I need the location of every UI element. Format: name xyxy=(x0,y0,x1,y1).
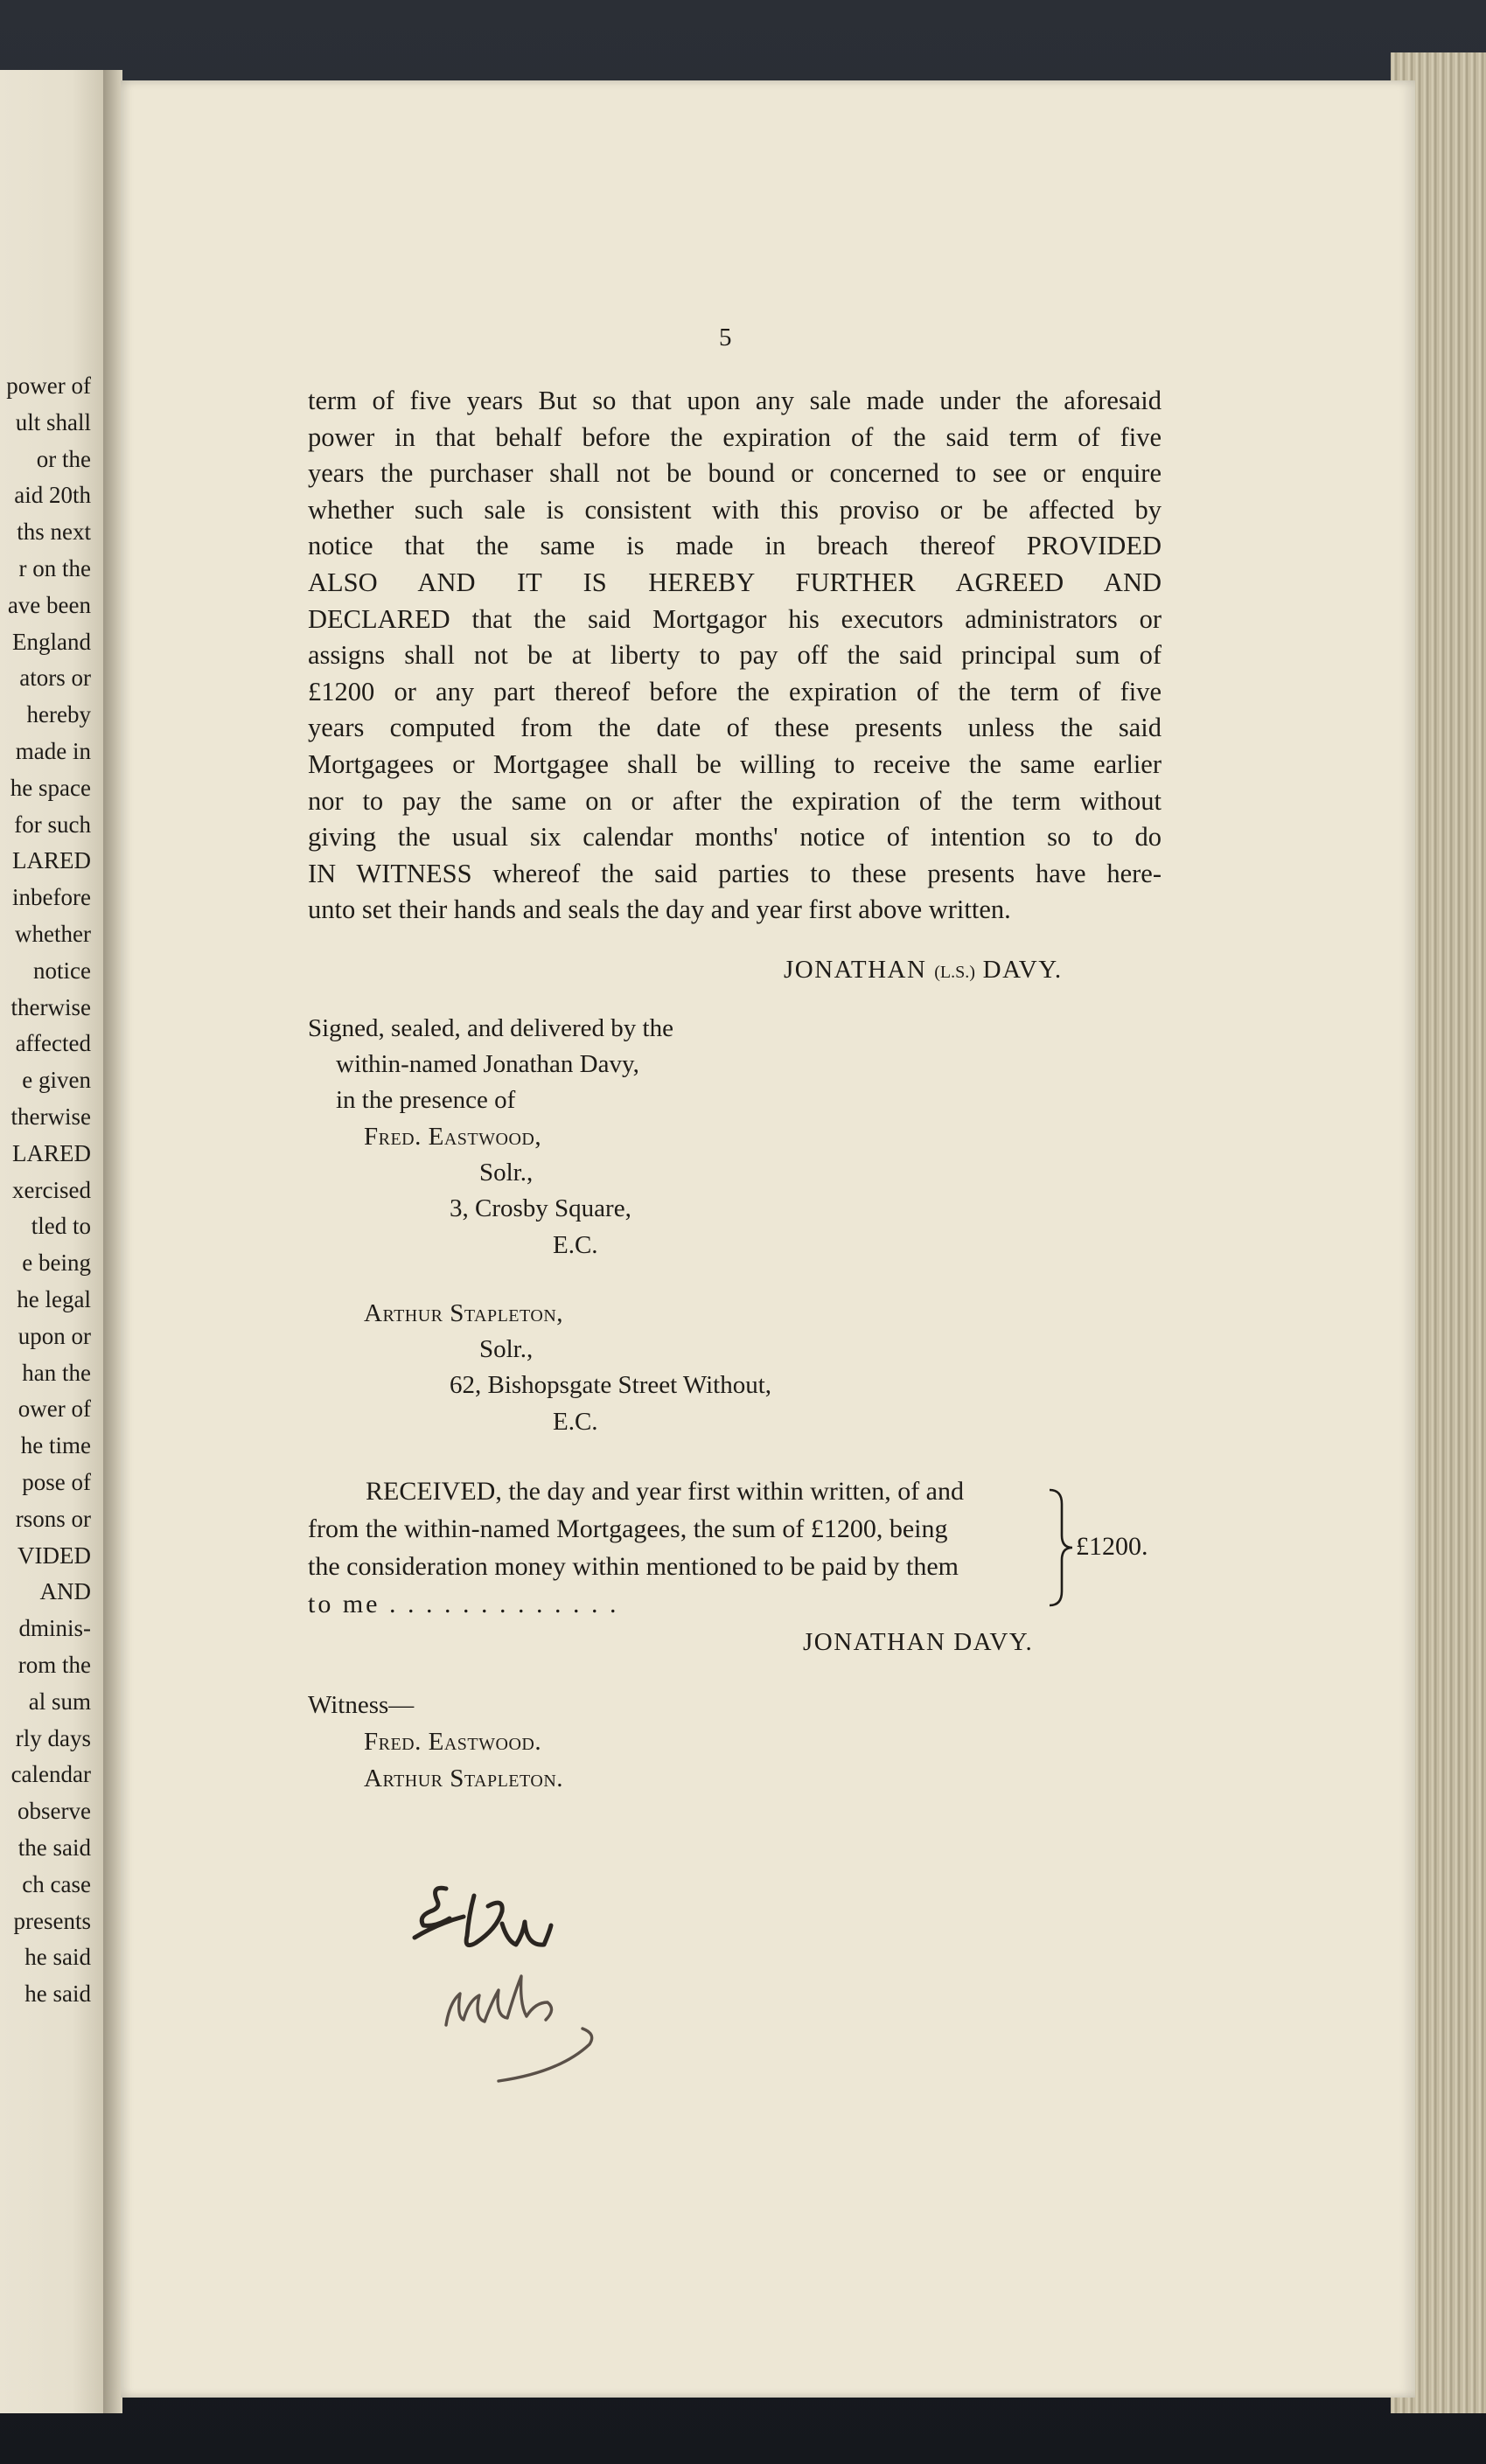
left-page-fragment: he space xyxy=(10,774,91,801)
left-page-fragment: LARED xyxy=(12,1139,91,1166)
attestation-line-1: Signed, sealed, and delivered by the xyxy=(308,1014,673,1042)
left-page-fragment: he said xyxy=(24,1944,91,1971)
body-line: years computed from the date of these presents unless the said xyxy=(308,713,1162,743)
left-page-fragment: ators or xyxy=(19,665,91,692)
witness2-name: Arthur Stapleton, xyxy=(364,1299,564,1327)
witness1-district: E.C. xyxy=(553,1231,598,1259)
signatory-line xyxy=(784,956,1063,985)
left-page-fragment: observe xyxy=(17,1798,91,1825)
witness1-name: Fred. Eastwood, xyxy=(364,1123,542,1151)
left-page-fragment: therwise xyxy=(10,993,91,1020)
left-page-fragment: dminis- xyxy=(18,1615,91,1642)
signatory-first-name: JONATHAN xyxy=(784,956,927,984)
left-page-fragment: presents xyxy=(13,1907,91,1934)
left-page-fragment: made in xyxy=(15,738,91,764)
left-page-fragment: ths next xyxy=(17,519,91,546)
left-page-fragment: affected xyxy=(15,1030,91,1057)
receipt-line: to me . . . . . . . . . . . . . xyxy=(308,1590,619,1618)
receipt-signatory: JONATHAN DAVY. xyxy=(803,1628,1034,1656)
left-page-fragment: power of xyxy=(6,372,91,399)
signatory-surname: DAVY. xyxy=(982,956,1063,984)
left-page-fragment: tled to xyxy=(31,1213,91,1240)
left-page-fragment: whether xyxy=(15,921,91,947)
facing-left-page xyxy=(0,70,103,2413)
left-page-fragment: al sum xyxy=(28,1688,91,1715)
left-page-fragment: he legal xyxy=(17,1286,91,1312)
witness-heading: Witness— xyxy=(308,1691,415,1719)
left-page-fragment: r on the xyxy=(18,555,91,581)
left-page-fragment: ch case xyxy=(22,1870,91,1897)
body-line: notice that the same is made in breach thereof PROVIDED xyxy=(308,531,1162,561)
receipt-amount: £1200. xyxy=(1076,1532,1148,1561)
book-gutter xyxy=(103,70,122,2413)
left-page-fragment: rom the xyxy=(17,1652,91,1678)
witness-footer-name-2: Arthur Stapleton. xyxy=(364,1764,564,1792)
left-page-fragment: ower of xyxy=(17,1396,91,1423)
left-page-fragment: LARED xyxy=(12,847,91,874)
body-line: DECLARED that the said Mortgagor his executors administrators or xyxy=(308,603,1162,634)
seal-mark: (L.S.) xyxy=(934,963,975,982)
body-line: giving the usual six calendar months' notice of intention so to do xyxy=(308,822,1162,853)
left-page-fragment: pose of xyxy=(22,1469,91,1495)
left-page-fragment: xercised xyxy=(12,1176,91,1203)
body-line: power in that behalf before the expiration of the said term of five xyxy=(308,421,1162,452)
left-page-fragment: e being xyxy=(22,1249,91,1277)
body-line: ALSO AND IT IS HEREBY FURTHER AGREED AND xyxy=(308,567,1162,597)
witness2-district: E.C. xyxy=(553,1408,598,1436)
left-page-fragment: notice xyxy=(33,957,91,984)
deed-body-text xyxy=(308,383,1162,929)
left-page-fragment: ult shall xyxy=(15,408,91,435)
body-line: term of five years But so that upon any sale made under the aforesaid xyxy=(308,386,1162,415)
left-page-fragment: or the xyxy=(36,445,91,472)
left-page-fragment: upon or xyxy=(17,1322,91,1349)
body-line: unto set their hands and seals the day and year first above written. xyxy=(308,894,1011,925)
page-number: 5 xyxy=(719,324,732,352)
left-page-fragment: England xyxy=(12,628,91,655)
witness1-title: Solr., xyxy=(479,1159,534,1187)
attestation-line-3: in the presence of xyxy=(336,1086,516,1114)
body-line: nor to pay the same on or after the expiration of the term without xyxy=(308,785,1162,816)
receipt-line: the consideration money within mentioned to be paid by them xyxy=(308,1552,959,1581)
left-page-fragment: han the xyxy=(22,1359,91,1386)
body-line: assigns shall not be at liberty to pay off the said principal sum of xyxy=(308,640,1162,671)
left-page-fragment: VIDED xyxy=(17,1542,91,1569)
receipt-text xyxy=(308,1472,1047,1623)
witness2-title: Solr., xyxy=(479,1335,534,1363)
body-line: whether such sale is consistent with this proviso or be affected by xyxy=(308,494,1162,525)
body-line: £1200 or any part thereof before the expiration of the term of five xyxy=(308,676,1162,706)
left-page-fragment: hereby xyxy=(26,701,91,728)
curly-brace-icon xyxy=(1046,1486,1076,1609)
left-page-fragment: the said xyxy=(17,1834,91,1861)
witness-footer-name-1: Fred. Eastwood. xyxy=(364,1728,542,1756)
left-page-fragment: inbefore xyxy=(12,884,91,911)
left-page-fragment: ave been xyxy=(7,591,91,618)
left-page-fragment: rsons or xyxy=(15,1505,91,1532)
left-page-fragment: rly days xyxy=(15,1724,91,1751)
receipt-line: from the within-named Mortgagees, the sum of £1200, being xyxy=(308,1514,948,1543)
body-line: Mortgagees or Mortgagee shall be willing to receive the same earlier xyxy=(308,748,1162,779)
left-page-fragment: AND xyxy=(39,1578,91,1605)
left-page-fragment: e given xyxy=(22,1067,91,1094)
left-page-fragment: he time xyxy=(20,1432,91,1459)
left-page-fragment: aid 20th xyxy=(14,482,91,509)
handwritten-initials-signature xyxy=(411,1862,638,2107)
attestation-line-2: within-named Jonathan Davy, xyxy=(336,1050,639,1078)
witness2-address: 62, Bishopsgate Street Without, xyxy=(450,1371,772,1399)
receipt-line: RECEIVED, the day and year first within written, of and xyxy=(366,1477,964,1506)
left-page-fragment: calendar xyxy=(10,1761,91,1788)
left-page-fragment: for such xyxy=(14,811,91,838)
witness1-address: 3, Crosby Square, xyxy=(450,1194,631,1222)
left-page-fragment: he said xyxy=(24,1980,91,2008)
body-line: IN WITNESS whereof the said parties to these presents have here- xyxy=(308,858,1162,888)
left-page-fragment: therwise xyxy=(10,1103,91,1130)
body-line: years the purchaser shall not be bound or concerned to see or enquire xyxy=(308,458,1162,489)
